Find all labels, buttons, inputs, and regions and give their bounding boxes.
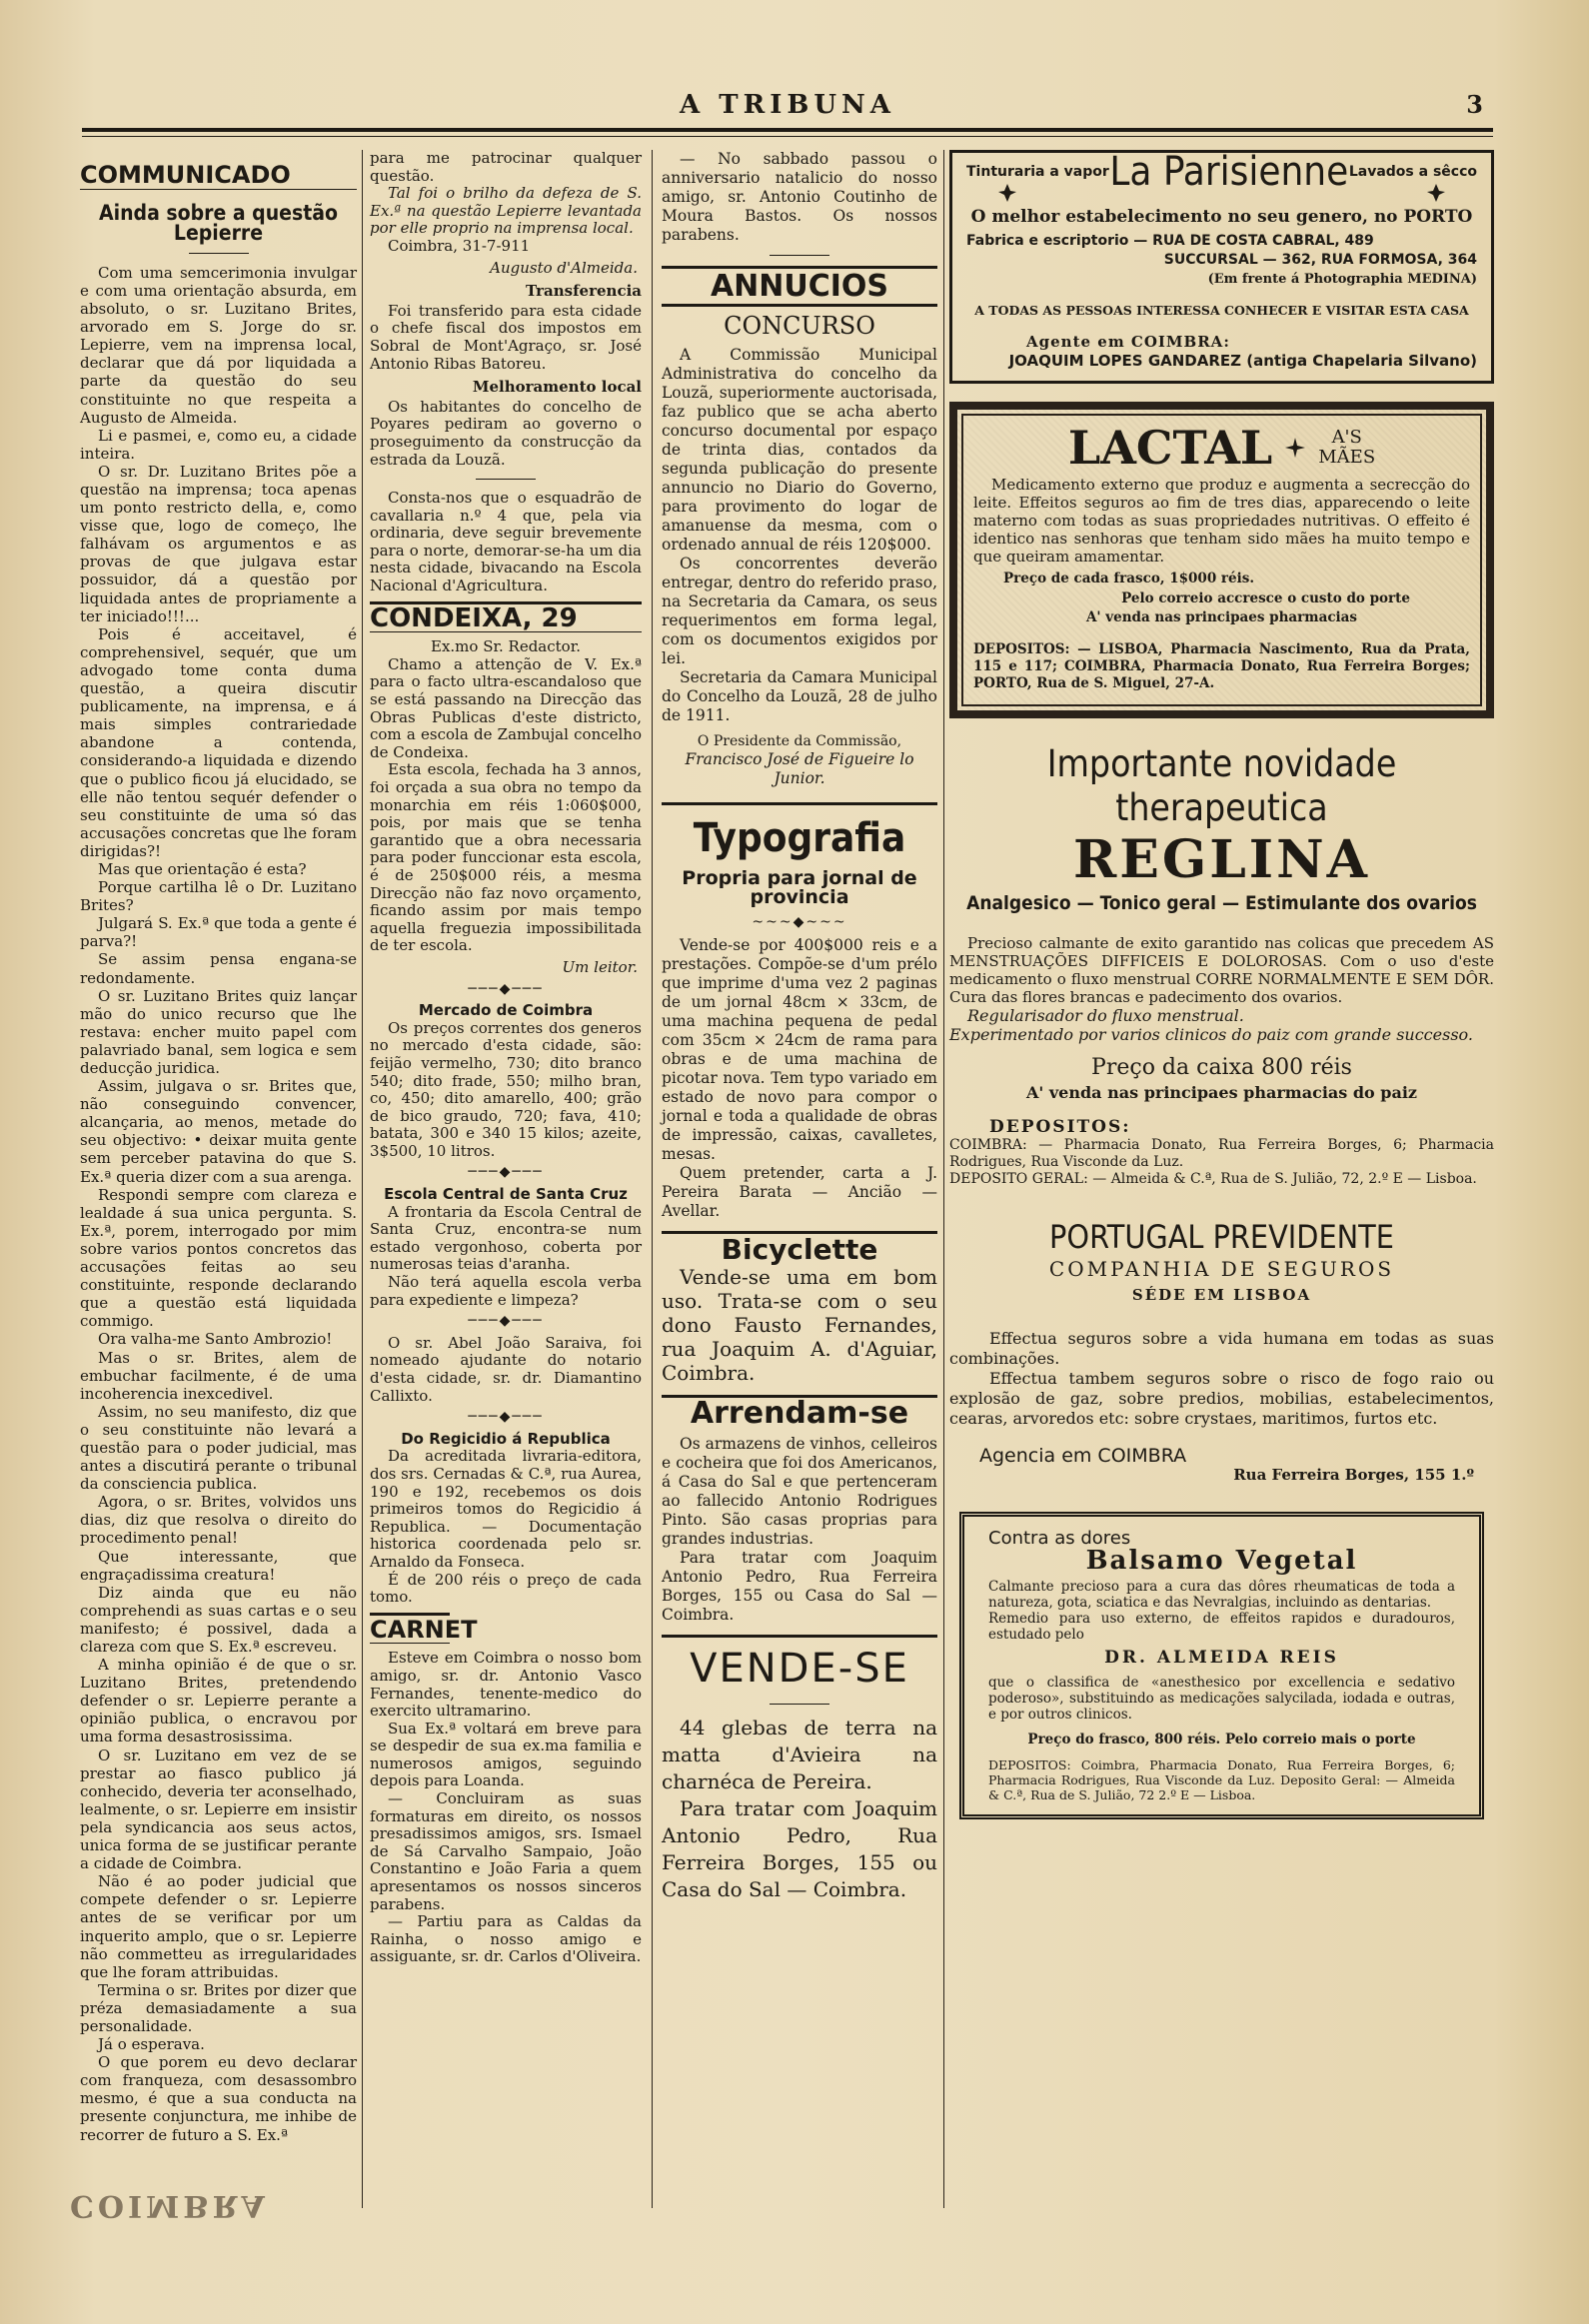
paragraph: para me patrocinar qualquer questão.	[370, 149, 642, 185]
paragraph: Foi transferido para esta cidade o chefe fiscal dos impostos em Sobral de Mont'Agraço, sr. José Antonio Ribas Batoreu.	[370, 301, 642, 373]
heading-melhoramento: Melhoramento local	[472, 378, 642, 397]
salutation: Ex.mo Sr. Redactor.	[431, 637, 581, 656]
heading-regicidio: Do Regicidio á Republica	[401, 1429, 611, 1448]
bleed-through-stamp: COIMBRA	[70, 2188, 269, 2223]
ad-label-left: Tinturaria a vapor	[966, 164, 1109, 180]
president-label: O Presidente da Commissão,	[697, 733, 902, 749]
ad-title: Balsamo Vegetal	[1085, 1545, 1358, 1576]
ad-reglina-headline: Importante novidade therapeutica	[1046, 742, 1397, 830]
paragraph: Para tratar com Joaquim Antonio Pedro, Rua Ferreira Borges, 155 ou Casa do Sal — Coimbra.	[662, 1796, 937, 1901]
divider	[476, 479, 536, 480]
ad-la-parisienne	[949, 150, 1494, 384]
paragraph: Quem pretender, carta a J. Pereira Barata — Ancião — Avellar.	[662, 1164, 937, 1220]
paragraph: Agora, o sr. Brites, volvidos uns dias, diz que resolva o direito do procedimento penal!	[80, 1493, 357, 1548]
ad-as: A'S	[1331, 427, 1362, 449]
paragraph: Tal foi o brilho da defeza de S. Ex.ª na questão Lepierre levantada por elle proprio na imprensa local.	[370, 184, 642, 238]
paragraph: Esta escola, fechada ha 3 annos, foi orçada a sua obra no tempo da monarchia em réis 1:060$000, pois, por mais que se tenha garantido que a obra necessaria para poder funccionar esta escola, é de 250$000 réis, a mesma Direcção não faz novo orçamento, ficando assim por mais tempo aquella freguezia impossibilitada de ter escola.	[370, 760, 642, 955]
paragraph: Vende-se por 400$000 reis e a prestações. Compõe-se d'um prélo que imprime d'uma vez 2 paginas de um jornal 48cm × 33cm, de uma machina pequena de pedal com 35cm × 24cm de rama para obras e de uma machina de picotar nova. Tem typo variado em estado de novo para compor o jornal e toda a qualidade de obras de impressão, caixas, cavalletes, mesas.	[662, 936, 937, 1163]
article-subtitle: Ainda sobre a questão Lepierre	[99, 201, 338, 245]
ad-typografia-title: Typografia	[693, 815, 906, 861]
paragraph: Para tratar com Joaquim Antonio Pedro, Rua Ferreira Borges, 155 ou Casa do Sal — Coimbra.	[662, 1549, 937, 1624]
ad-pp-address: Rua Ferreira Borges, 155 1.º	[1233, 1466, 1474, 1485]
paragraph: Effectua tambem seguros sobre o risco de fogo raio ou explosão de gaz, sobre predios, mobilias, estabelecimentos, cearas, arvoredos etc: sobre crystaes, maritimos, furtos etc.	[949, 1369, 1494, 1429]
fleur-icon	[996, 182, 1018, 204]
ad-bicyclette-title: Bicyclette	[721, 1233, 878, 1266]
ad-reglina-subtitle: Analgesico — Tonico geral — Estimulante dos ovarios	[966, 892, 1477, 915]
divider	[770, 1704, 829, 1705]
ad-pp-sede: SÉDE EM LISBOA	[1131, 1285, 1312, 1304]
ad-title: LACTAL	[1067, 420, 1273, 475]
ad-line: Calmante precioso para a cura das dôres rheumaticas de toda a natureza, gota, sciatica e das Nevralgias, incluindo as dentarias.	[988, 1579, 1455, 1612]
column-3	[662, 150, 937, 1903]
paragraph: Mas o sr. Brites, alem de embuchar facilmente, é de uma incoherencia inexcedivel.	[80, 1348, 357, 1403]
ad-reglina-name: REGLINA	[1072, 829, 1371, 891]
ad-line: O melhor estabelecimento no seu genero, no PORTO	[970, 207, 1473, 228]
page-number: 3	[1466, 90, 1483, 119]
paragraph: Regularisador do fluxo menstrual.	[967, 1005, 1244, 1025]
paragraph: Termina o sr. Brites por dizer que préza demasiadamente a sua personalidade.	[80, 1980, 357, 2035]
star-icon	[1284, 437, 1306, 459]
paragraph: Esteve em Coimbra o nosso bom amigo, sr. dr. Antonio Vasco Fernandes, tenente-medico do exercito ultramarino.	[370, 1649, 642, 1721]
ad-line: Fabrica e escriptorio — RUA DE COSTA CABRAL, 489	[966, 232, 1374, 249]
heading-mercado: Mercado de Coimbra	[418, 1001, 594, 1020]
paragraph: Da acreditada livraria-editora, dos srs. Cernadas & C.ª, rua Aurea, 190 e 192, recebemos os dois primeiros tomos do Regicidio á Republica. — Documentação historica coordenada pelo sr. Arnaldo da Fonseca.	[370, 1447, 642, 1571]
ad-line: A TODAS AS PESSOAS INTERESSA CONHECER E VISITAR ESTA CASA	[974, 303, 1469, 319]
paragraph: A minha opinião é de que o sr. Luzitano Brites, pretendendo defender o sr. Lepierre perante a opinião publica, o encravou por uma forma desastrosissima.	[80, 1656, 357, 1746]
ad-line: Remedio para uso externo, de effeitos rapidos e duradouros, estudado pelo	[988, 1611, 1455, 1644]
ad-line: Pelo correio accresce o custo do porte	[1121, 589, 1410, 606]
paragraph: O sr. Dr. Luzitano Brites põe a questão na imprensa; toca apenas um ponto restricto della, e, como visse que, logo de começo, lhe falhávam os argumentos e as provas de que julgava estar possuidor, dá a questão por liquidada antes de propriamente a ter iniciado!!!...	[80, 462, 357, 625]
column-divider	[362, 150, 363, 2208]
paragraph: Não terá aquella escola verba para expediente e limpeza?	[370, 1273, 642, 1309]
paragraph: Diz ainda que eu não comprehendi as suas cartas e o seu manifesto; é possivel, dada a clareza com que S. Ex.ª escreveu.	[80, 1583, 357, 1657]
paragraph: Sua Ex.ª voltará em breve para se despedir de sua ex.ma familia e numerosos amigos, seguindo depois para Loanda.	[370, 1719, 642, 1790]
ornament-divider: ───◆───	[468, 980, 544, 997]
ad-depositos: DEPOSITOS: — LISBOA, Pharmacia Nascimento, Rua da Prata, 115 e 117; COIMBRA, Pharmacia Donato, Rua Ferreira Borges; PORTO, Rua de S. Miguel, 27-A.	[973, 641, 1470, 692]
paragraph: Assim, no seu manifesto, diz que o seu constituinte não levará a questão para o poder judicial, mas antes a discutirá perante o tribunal da consciencia publica.	[80, 1402, 357, 1494]
signature: Francisco José de Figueire lo Junior.	[685, 750, 914, 787]
ad-pp-agency: Agencia em COIMBRA	[979, 1445, 1187, 1468]
paragraph: Pois é acceitavel, é comprehensivel, sequér, que um advogado tome conta duma questão, a queira discutir publicamente, na imprensa, e á mais simples contrariedade abandone a contenda, considerando-a liquidada e dizendo que o publico ficou já elucidado, se elle não tentou sequér defender o seu constituinte de uma só das accusações concretas que lhe foram dirigidas?!	[80, 624, 357, 860]
ad-line: Preço de cada frasco, 1$000 réis.	[1003, 571, 1255, 587]
ad-depositos: DEPOSITOS: Coimbra, Pharmacia Donato, Rua Ferreira Borges, 6; Pharmacia Rodrigues, Rua Visconde da Luz. Deposito Geral: — Almeida & C.ª, Rua de S. Julião, 72 2.º E — Lisboa.	[988, 1756, 1455, 1802]
column-divider	[652, 150, 653, 2208]
paragraph: Precioso calmante de exito garantido nas colicas que precedem AS MENSTRUAÇÕES DIFFICEIS E DOLOROSAS. Com o uso d'este medicamento o fluxo menstrual CORRE NORMALMENTE E SEM DÔR. Cura das flores brancas e padecimento dos ovarios.	[949, 933, 1494, 1006]
ad-maes: MÃES	[1318, 447, 1376, 469]
column-2	[370, 150, 642, 1966]
divider	[189, 253, 249, 254]
ad-reglina-depositos-title: DEPOSITOS:	[989, 1117, 1131, 1138]
ad-line: que o classifica de «anesthesico por excellencia e sedativo poderoso», substituindo as medicações salycilada, iodada e outras, e por outros clinicos.	[988, 1674, 1455, 1723]
column-divider	[943, 150, 944, 2208]
masthead-title: A TRIBUNA	[680, 90, 895, 120]
paragraph: Já o esperava.	[98, 2035, 205, 2054]
paragraph: — No sabbado passou o anniversario natalicio do nosso amigo, sr. Antonio Coutinho de Moura Bastos. Os nossos parabens.	[662, 150, 937, 244]
ad-balsamo-vegetal	[959, 1512, 1484, 1819]
ad-reglina-price: Preço da caixa 800 réis	[1091, 1054, 1352, 1080]
ad-line: SUCCURSAL — 362, RUA FORMOSA, 364	[1163, 251, 1477, 268]
paragraph: Porque cartilha lê o Dr. Luzitano Brites?	[80, 878, 357, 915]
ad-typografia-subtitle: Propria para jornal de provincia	[682, 867, 917, 908]
signature: Augusto d'Almeida.	[490, 258, 638, 277]
ad-header-row	[966, 149, 1477, 195]
paragraph: — Concluiram as suas formaturas em direito, os nossos presadissimos amigos, srs. Ismael de Sá Carvalho Sampaio, João Constantino e João Faria a quem apresentamos os nossos sinceros parabens.	[370, 1789, 642, 1913]
heading-escola: Escola Central de Santa Cruz	[384, 1185, 628, 1204]
paragraph: Não é ao poder judicial que compete defender o sr. Lepierre antes de se verificar por um inquerito amplo, que o sr. Lepierre não commetteu as irregularidades que lhe foram attribuidas.	[80, 1872, 357, 1981]
paragraph: Vende-se uma em bom uso. Trata-se com o seu dono Fausto Fernandes, rua Joaquim A. d'Aguiar, Coimbra.	[662, 1265, 937, 1385]
ad-line: JOAQUIM LOPES GANDAREZ (antiga Chapelaria Silvano)	[1008, 352, 1477, 371]
ornament-divider: ───◆───	[468, 1313, 544, 1330]
paragraph: Ora valha-me Santo Ambrozio!	[98, 1330, 333, 1349]
paragraph: Julgará S. Ex.ª que toda a gente é parva?!	[80, 914, 357, 951]
paragraph: O sr. Abel João Saraiva, foi nomeado ajudante do notario d'esta cidade, sr. dr. Diamantino Callixto.	[370, 1333, 642, 1405]
place-date: Coimbra, 31-7-911	[388, 236, 531, 255]
ad-pp-title: PORTUGAL PREVIDENTE	[1049, 1218, 1394, 1257]
ad-line: COIMBRA: — Pharmacia Donato, Rua Ferreira Borges, 6; Pharmacia Rodrigues, Rua Visconde da Luz.	[949, 1137, 1494, 1171]
ad-reglina-sale: A' venda nas principaes pharmacias do paiz	[1026, 1082, 1417, 1102]
header-rule-thick	[82, 128, 1493, 132]
ad-pp-subtitle: COMPANHIA DE SEGUROS	[1048, 1257, 1395, 1282]
ornament-divider: ───◆───	[468, 1409, 544, 1426]
paragraph: A Commissão Municipal Administrativa do concelho da Louzã, superiormente auctorisada, faz publico que se acha aberto concurso documental por espaço de trinta dias, contados da segunda publicação do presente annuncio no Diario do Governo, para provimento do logar de amanuense da mesma, com o ordenado annual de réis 120$000.	[662, 346, 937, 554]
ad-price: Preço do frasco, 800 réis. Pelo correio mais o porte	[1027, 1731, 1416, 1747]
header-rule-thin	[82, 136, 1493, 137]
ad-line: A' venda nas principaes pharmacias	[1085, 608, 1358, 625]
paragraph: Com uma semcerimonia invulgar e com uma orientação absurda, em absoluto, o sr. Luzitano Brites, arvorado em S. Jorge do sr. Lepierre, vem na imprensa local, declarar que dá por liquidada a parte da questão do seu constituinte no que respeita a Augusto de Almeida.	[80, 263, 357, 427]
column-4	[949, 150, 1494, 1819]
paragraph: Secretaria da Camara Municipal do Concelho da Louzã, 28 de julho de 1911.	[662, 668, 937, 724]
paragraph: O sr. Luzitano em vez de se prestar ao fiasco publico já conhecido, deveria ter aconselhado, lealmente, o sr. Lepierre em insistir pela syndicancia aos seus actos, unica forma de se justificar perante a cidade de Coimbra.	[80, 1745, 357, 1873]
ad-title: La Parisienne	[1109, 149, 1349, 195]
ad-header-row	[973, 420, 1470, 475]
ad-arrendam-title: Arrendam-se	[690, 1396, 909, 1431]
paragraph: 44 glebas de terra na matta d'Avieira na charnéca de Pereira.	[662, 1716, 937, 1793]
divider	[770, 255, 829, 256]
ad-line: (Em frente á Photographia MEDINA)	[1207, 272, 1477, 288]
paragraph: Assim, julgava o sr. Brites que, não conseguindo convencer, alcançaria, ao menos, metade do seu objectivo: • deixar muita gente sem perceber patavina do que S. Ex.ª queria dizer com a sua arenga.	[80, 1077, 357, 1186]
paragraph: Os habitantes do concelho de Poyares pediram ao governo o proseguimento da construcção da estrada da Louzã.	[370, 397, 642, 469]
ornament-divider: ───◆───	[468, 1164, 544, 1181]
heading-concurso: CONCURSO	[724, 312, 875, 340]
paragraph: Effectua seguros sobre a vida humana em todas as suas combinações.	[949, 1329, 1494, 1369]
paragraph: Respondi sempre com clareza e lealdade á sua unica pergunta. S. Ex.ª, porem, interrogado por mim sobre varios pontos concretos das accusações feitas ao seu constituinte, responde declarando que a questão está liquidada commigo.	[80, 1185, 357, 1331]
paragraph: Os concorrentes deverão entregar, dentro do referido praso, na Secretaria da Camara, os seus requerimentos em forma legal, com os documentos exigidos por lei.	[662, 555, 937, 667]
ad-vende-title: VENDE-SE	[690, 1646, 909, 1692]
paragraph: Os preços correntes dos generos no mercado d'esta cidade, são: feijão vermelho, 730; dito branco 540; dito frade, 550; milho bran, co, 450; dito amarello, 400; grão de bico graudo, 720; fava, 410; batata, 300 e 340 15 kilos; azeite, 3$500, 10 litros.	[370, 1018, 642, 1160]
ad-line: Agente em COIMBRA:	[1026, 332, 1230, 351]
signature: Um leitor.	[562, 957, 638, 976]
page-header	[82, 90, 1493, 126]
fleur-icon	[1425, 182, 1447, 204]
ad-doctor: DR. ALMEIDA REIS	[1104, 1648, 1339, 1669]
ad-label-right: Lavados a sêcco	[1348, 164, 1477, 180]
paragraph: O sr. Luzitano Brites quiz lançar mão do unico recurso que lhe restava: encher muito papel com palavriado banal, sem logica e sem deducção juridica.	[80, 986, 357, 1078]
paragraph: — Partiu para as Caldas da Rainha, o nosso amigo e assiguante, sr. dr. Carlos d'Oliveira.	[370, 1912, 642, 1966]
paragraph: O que porem eu devo declarar com franqueza, com desassombro mesmo, é que a sua conducta na presente conjunctura, me inhibe de recorrer de futuro a S. Ex.ª	[80, 2053, 357, 2144]
heading-transferencia: Transferencia	[526, 282, 642, 301]
ad-lactal	[949, 402, 1494, 718]
paragraph: Medicamento externo que produz e augmenta a secrecção do leite. Effeitos seguros ao fim de tres dias, apparecendo o leite materno com todas as suas propriedades nutritivas. O effeito é identico nas senhoras que tenham sido mães ha muito tempo e que queiram amamentar.	[973, 476, 1470, 567]
ad-side-label	[1318, 428, 1375, 468]
paragraph: Experimentado por varios clinicos do paiz com grande successo.	[949, 1024, 1473, 1044]
paragraph: É de 200 réis o preço de cada tomo.	[370, 1570, 642, 1607]
column-1	[80, 150, 357, 2144]
paragraph: A frontaria da Escola Central de Santa Cruz, encontra-se num estado vergonhoso, coberta por numerosas teias d'aranha.	[370, 1202, 642, 1274]
paragraph: Consta-nos que o esquadrão de cavallaria n.º 4 que, pela via ordinaria, deve seguir brevemente para o norte, demorar-se-ha um dia nesta cidade, bivacando na Escola Nacional d'Agricultura.	[370, 489, 642, 595]
ad-rule	[662, 802, 937, 805]
ad-line: DEPOSITO GERAL: — Almeida & C.ª, Rua de S. Julião, 72, 2.º E — Lisboa.	[949, 1171, 1477, 1188]
paragraph: Se assim pensa engana-se redondamente.	[80, 950, 357, 987]
paragraph: Mas que orientação é esta?	[98, 859, 307, 878]
article-body	[80, 264, 357, 2144]
ad-line: Contra as dores	[988, 1527, 1131, 1549]
ornament-divider: ~~~◆~~~	[752, 914, 847, 930]
section-carnet: CARNET	[370, 1613, 450, 1645]
ad-rule	[662, 1635, 937, 1638]
section-annuncios: ANNUCIOS	[662, 266, 937, 307]
paragraph: Que interessante, que engraçadissima creatura!	[80, 1547, 357, 1584]
paragraph: Chamo a attenção de V. Ex.ª para o facto ultra-escandaloso que se está passando na Direcção das Obras Publicas d'este districto, com a escola de Zambujal concelho de Condeixa.	[370, 654, 642, 761]
paragraph: Os armazens de vinhos, celleiros e cocheira que foi dos Americanos, á Casa do Sal e que pertenceram ao fallecido Antonio Rodrigues Pinto. São casas proprias para grandes industrias.	[662, 1435, 937, 1548]
section-communicado: COMMUNICADO	[80, 160, 357, 190]
paragraph: Li e pasmei, e, como eu, a cidade inteira.	[80, 426, 357, 463]
section-condeixa: CONDEIXA, 29	[370, 601, 642, 633]
